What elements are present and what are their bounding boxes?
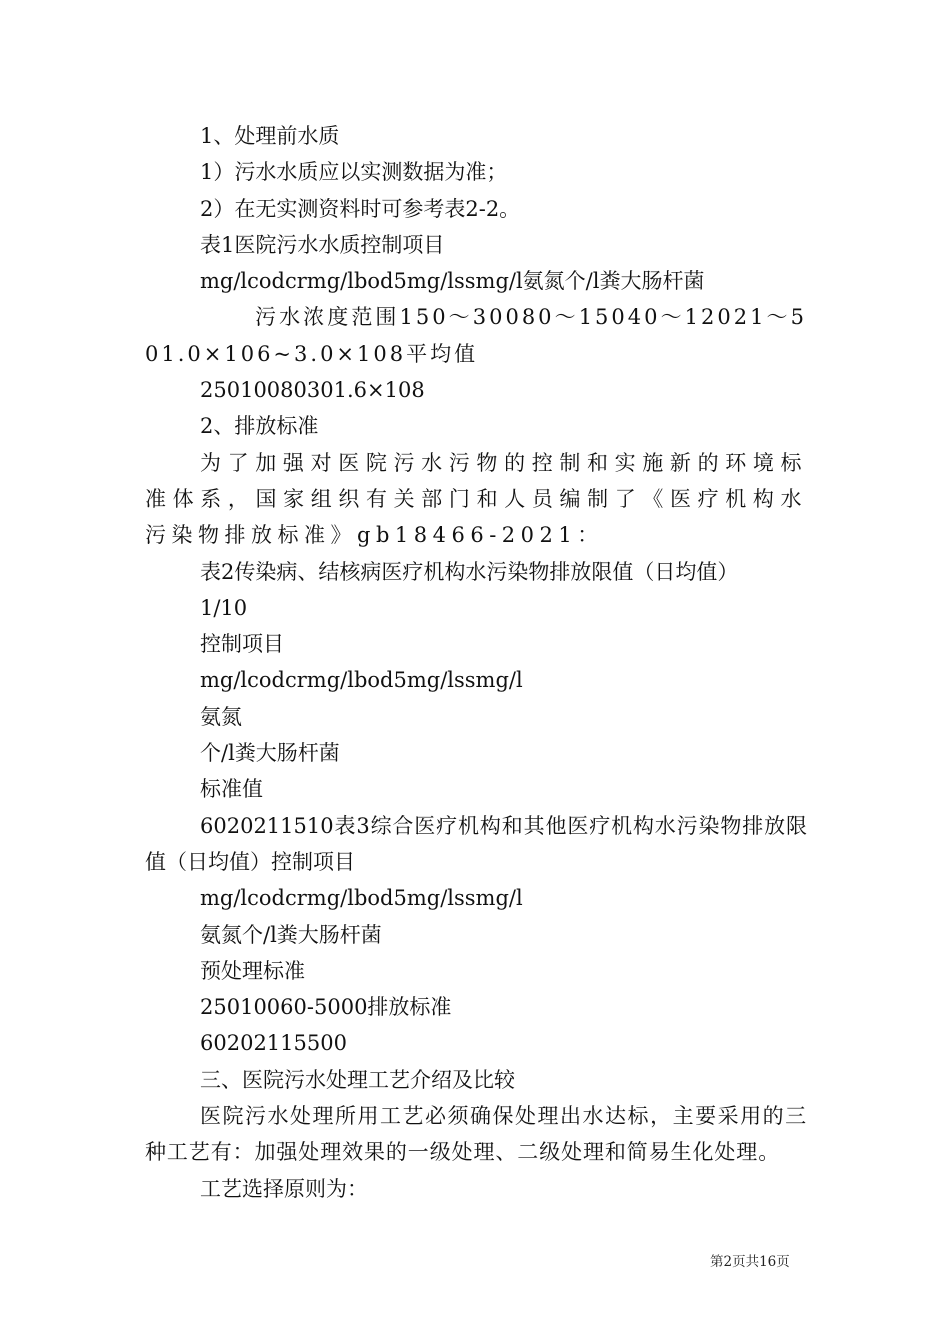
page-number: 第2页共16页: [710, 1254, 790, 1270]
paragraph: 工艺选择原则为：: [200, 1176, 368, 1201]
section-heading: 三、医院污水处理工艺介绍及比较: [200, 1067, 515, 1092]
paragraph: 标准值: [200, 777, 263, 802]
paragraph: 污水浓度范围150～30080～15040～12021～501.0×106~3.0×108平均值: [145, 305, 807, 366]
table-caption: 表2传染病、结核病医疗机构水污染物排放限值（日均值）: [200, 559, 739, 584]
paragraph: 60202115500: [200, 1031, 347, 1056]
paragraph: 医院污水处理所用工艺必须确保处理出水达标，主要采用的三种工艺有：加强处理效果的一级处理、二级处理和简易生化处理。: [145, 1104, 807, 1165]
table-caption: 表1医院污水水质控制项目: [200, 232, 445, 257]
paragraph: 预处理标准: [200, 958, 305, 983]
paragraph: 控制项目: [200, 632, 284, 657]
paragraph: mg/lcodcrmg/lbod5mg/lssmg/l氨氮个/l粪大肠杆菌: [200, 269, 705, 294]
section-heading: 1、处理前水质: [200, 124, 340, 148]
paragraph: mg/lcodcrmg/lbod5mg/lssmg/l: [200, 886, 523, 911]
paragraph: mg/lcodcrmg/lbod5mg/lssmg/l: [200, 668, 523, 693]
paragraph: 个/l粪大肠杆菌: [200, 741, 340, 766]
paragraph: 25010060-5000排放标准: [200, 995, 452, 1020]
paragraph: 25010080301.6×108: [200, 378, 425, 403]
document-body: [145, 118, 807, 1207]
section-heading: 2、排放标准: [200, 414, 319, 439]
paragraph: 6020211510表3综合医疗机构和其他医疗机构水污染物排放限值（日均值）控制项目: [145, 813, 807, 874]
paragraph: 1）污水水质应以实测数据为准；: [200, 160, 508, 185]
paragraph: 2）在无实测资料时可参考表2-2。: [200, 196, 521, 221]
paragraph: 1/10: [200, 595, 248, 620]
paragraph: 氨氮: [200, 704, 242, 729]
paragraph: 氨氮个/l粪大肠杆菌: [200, 922, 382, 947]
paragraph: 为了加强对医院污水污物的控制和实施新的环境标准体系，国家组织有关部门和人员编制了《医疗机构水污染物排放标准》gb18466-2021：: [145, 450, 807, 548]
